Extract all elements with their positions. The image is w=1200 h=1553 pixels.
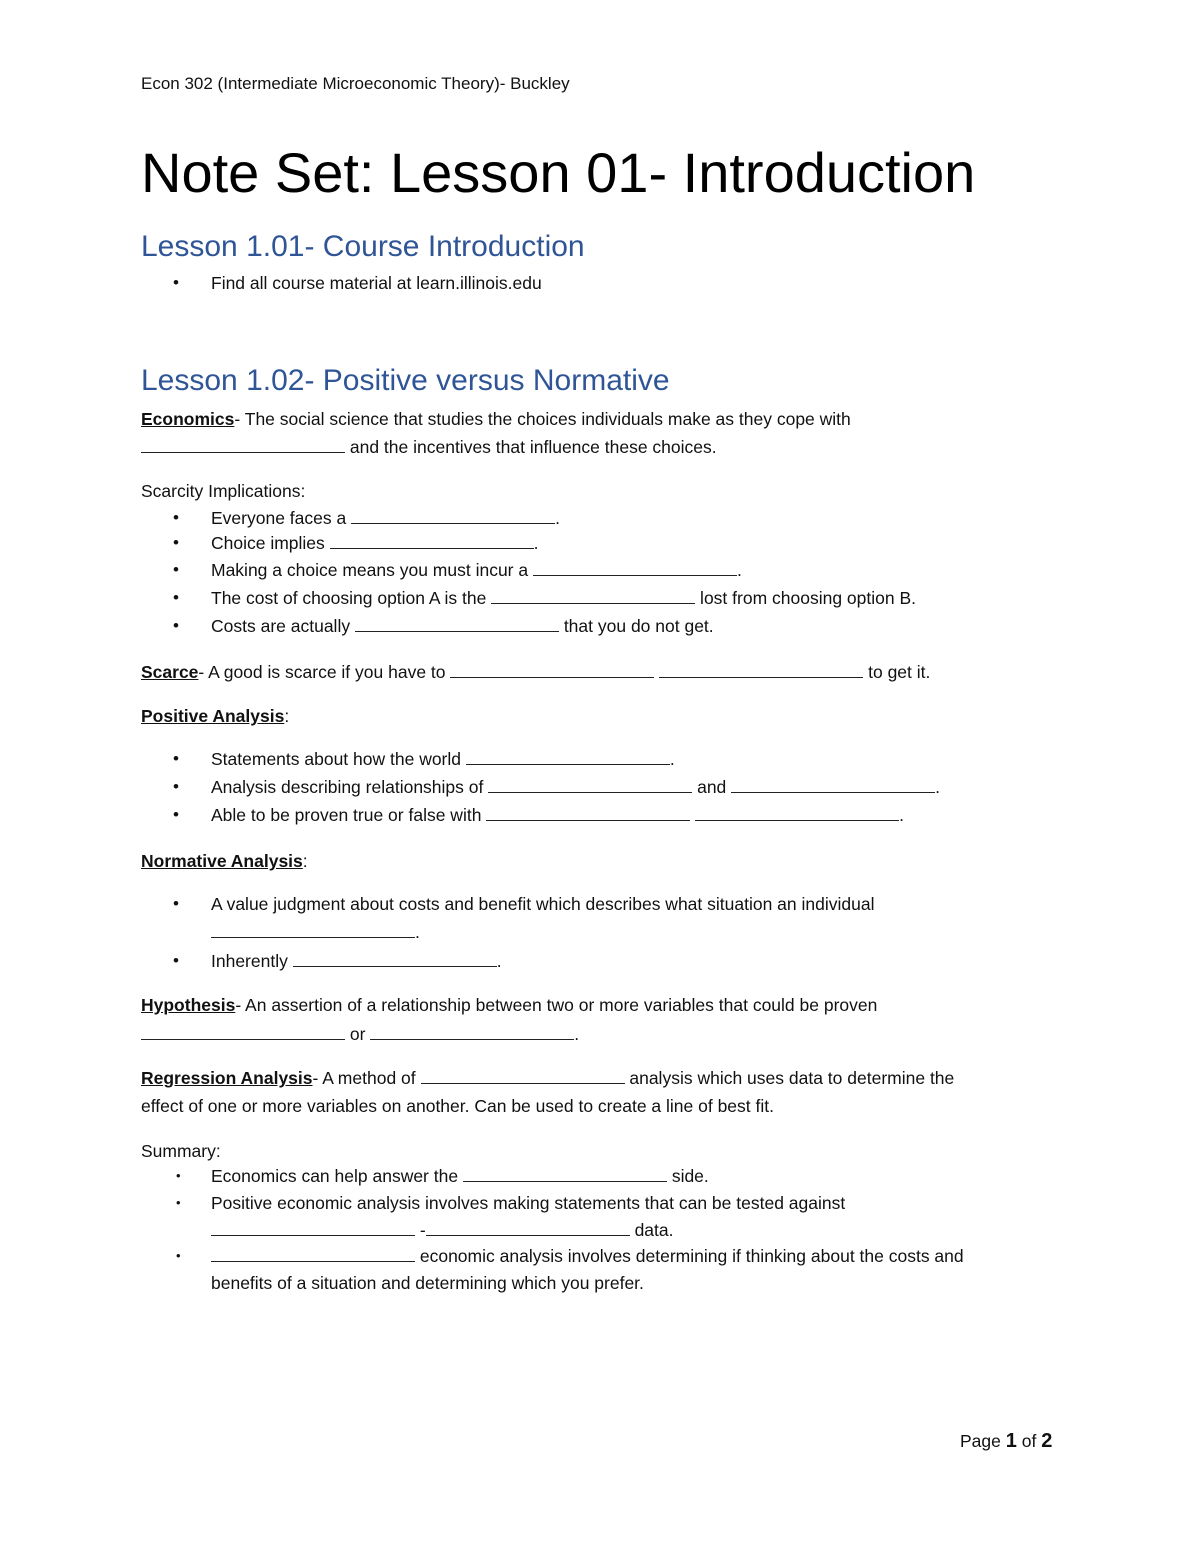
economics-definition: Economics- The social science that studies the choices individuals make as they cope with bbox=[141, 409, 851, 429]
regression-definition-cont: effect of one or more variables on another. Can be used to create a line of best fit. bbox=[141, 1096, 774, 1116]
scarcity-item: Making a choice means you must incur a . bbox=[211, 560, 742, 580]
page-title: Note Set: Lesson 01- Introduction bbox=[141, 141, 976, 204]
fill-blank bbox=[421, 1067, 625, 1084]
course-material-item: Find all course material at learn.illinois.edu bbox=[211, 273, 542, 293]
fill-blank bbox=[533, 559, 737, 576]
lesson-1-01-heading: Lesson 1.01- Course Introduction bbox=[141, 230, 585, 263]
bullet-marker: • bbox=[176, 1168, 181, 1183]
bullet-marker: • bbox=[173, 273, 179, 292]
bullet-marker: • bbox=[173, 894, 179, 913]
fill-blank bbox=[293, 950, 497, 967]
scarcity-item: Everyone faces a . bbox=[211, 508, 560, 528]
fill-blank bbox=[211, 1219, 415, 1236]
positive-item: Analysis describing relationships of and . bbox=[211, 777, 941, 797]
positive-analysis-heading: Positive Analysis: bbox=[141, 706, 290, 726]
fill-blank bbox=[141, 436, 345, 453]
positive-item: Able to be proven true or false with . bbox=[211, 805, 905, 825]
fill-blank bbox=[351, 507, 555, 524]
fill-blank bbox=[211, 1245, 415, 1262]
scarcity-item: The cost of choosing option A is the lost from choosing option B. bbox=[211, 588, 916, 608]
positive-analysis-term: Positive Analysis bbox=[141, 706, 285, 726]
normative-item-cont: . bbox=[211, 921, 420, 943]
normative-analysis-term: Normative Analysis bbox=[141, 851, 303, 871]
summary-item-cont: benefits of a situation and determining which you prefer. bbox=[211, 1273, 644, 1293]
scarce-definition: Scarce- A good is scarce if you have to to get it. bbox=[141, 662, 931, 682]
fill-blank bbox=[491, 587, 695, 604]
bullet-marker: • bbox=[173, 951, 179, 970]
fill-blank bbox=[450, 661, 654, 678]
scarcity-item: Costs are actually that you do not get. bbox=[211, 616, 714, 636]
fill-blank bbox=[486, 804, 690, 821]
scarcity-label: Scarcity Implications: bbox=[141, 481, 306, 501]
summary-item: Positive economic analysis involves making statements that can be tested against bbox=[211, 1193, 846, 1213]
hypothesis-definition-cont: or . bbox=[141, 1023, 579, 1045]
lesson-1-02-heading: Lesson 1.02- Positive versus Normative bbox=[141, 364, 670, 397]
normative-item: Inherently . bbox=[211, 951, 502, 971]
bullet-marker: • bbox=[173, 805, 179, 824]
summary-item: economic analysis involves determining if thinking about the costs and bbox=[211, 1245, 964, 1267]
fill-blank bbox=[488, 776, 692, 793]
positive-item: Statements about how the world . bbox=[211, 749, 675, 769]
running-header: Econ 302 (Intermediate Microeconomic Theory)- Buckley bbox=[141, 74, 570, 93]
fill-blank bbox=[466, 748, 670, 765]
bullet-marker: • bbox=[173, 588, 179, 607]
bullet-marker: • bbox=[176, 1248, 181, 1263]
fill-blank bbox=[211, 921, 415, 938]
bullet-marker: • bbox=[173, 616, 179, 635]
bullet-marker: • bbox=[173, 533, 179, 552]
scarce-term: Scarce bbox=[141, 662, 199, 682]
fill-blank bbox=[355, 615, 559, 632]
page-number: Page 1 of 2 bbox=[960, 1430, 1053, 1452]
fill-blank bbox=[731, 776, 935, 793]
fill-blank bbox=[463, 1165, 667, 1182]
hypothesis-term: Hypothesis bbox=[141, 995, 236, 1015]
bullet-marker: • bbox=[173, 777, 179, 796]
scarcity-item: Choice implies . bbox=[211, 533, 539, 553]
bullet-marker: • bbox=[173, 508, 179, 527]
fill-blank bbox=[370, 1023, 574, 1040]
fill-blank bbox=[330, 532, 534, 549]
fill-blank bbox=[695, 804, 899, 821]
hypothesis-definition: Hypothesis- An assertion of a relationship between two or more variables that could be proven bbox=[141, 995, 878, 1015]
bullet-marker: • bbox=[176, 1195, 181, 1210]
fill-blank bbox=[659, 661, 863, 678]
economics-definition-cont: and the incentives that influence these choices. bbox=[141, 436, 717, 458]
fill-blank bbox=[141, 1023, 345, 1040]
normative-item: A value judgment about costs and benefit which describes what situation an individual bbox=[211, 894, 875, 914]
summary-item: Economics can help answer the side. bbox=[211, 1166, 709, 1186]
summary-label: Summary: bbox=[141, 1141, 221, 1161]
fill-blank bbox=[426, 1219, 630, 1236]
regression-term: Regression Analysis bbox=[141, 1068, 313, 1088]
summary-item-cont: - data. bbox=[211, 1219, 674, 1241]
bullet-marker: • bbox=[173, 560, 179, 579]
economics-term: Economics bbox=[141, 409, 235, 429]
normative-analysis-heading: Normative Analysis: bbox=[141, 851, 308, 871]
bullet-marker: • bbox=[173, 749, 179, 768]
regression-definition: Regression Analysis- A method of analysis which uses data to determine the bbox=[141, 1068, 955, 1088]
